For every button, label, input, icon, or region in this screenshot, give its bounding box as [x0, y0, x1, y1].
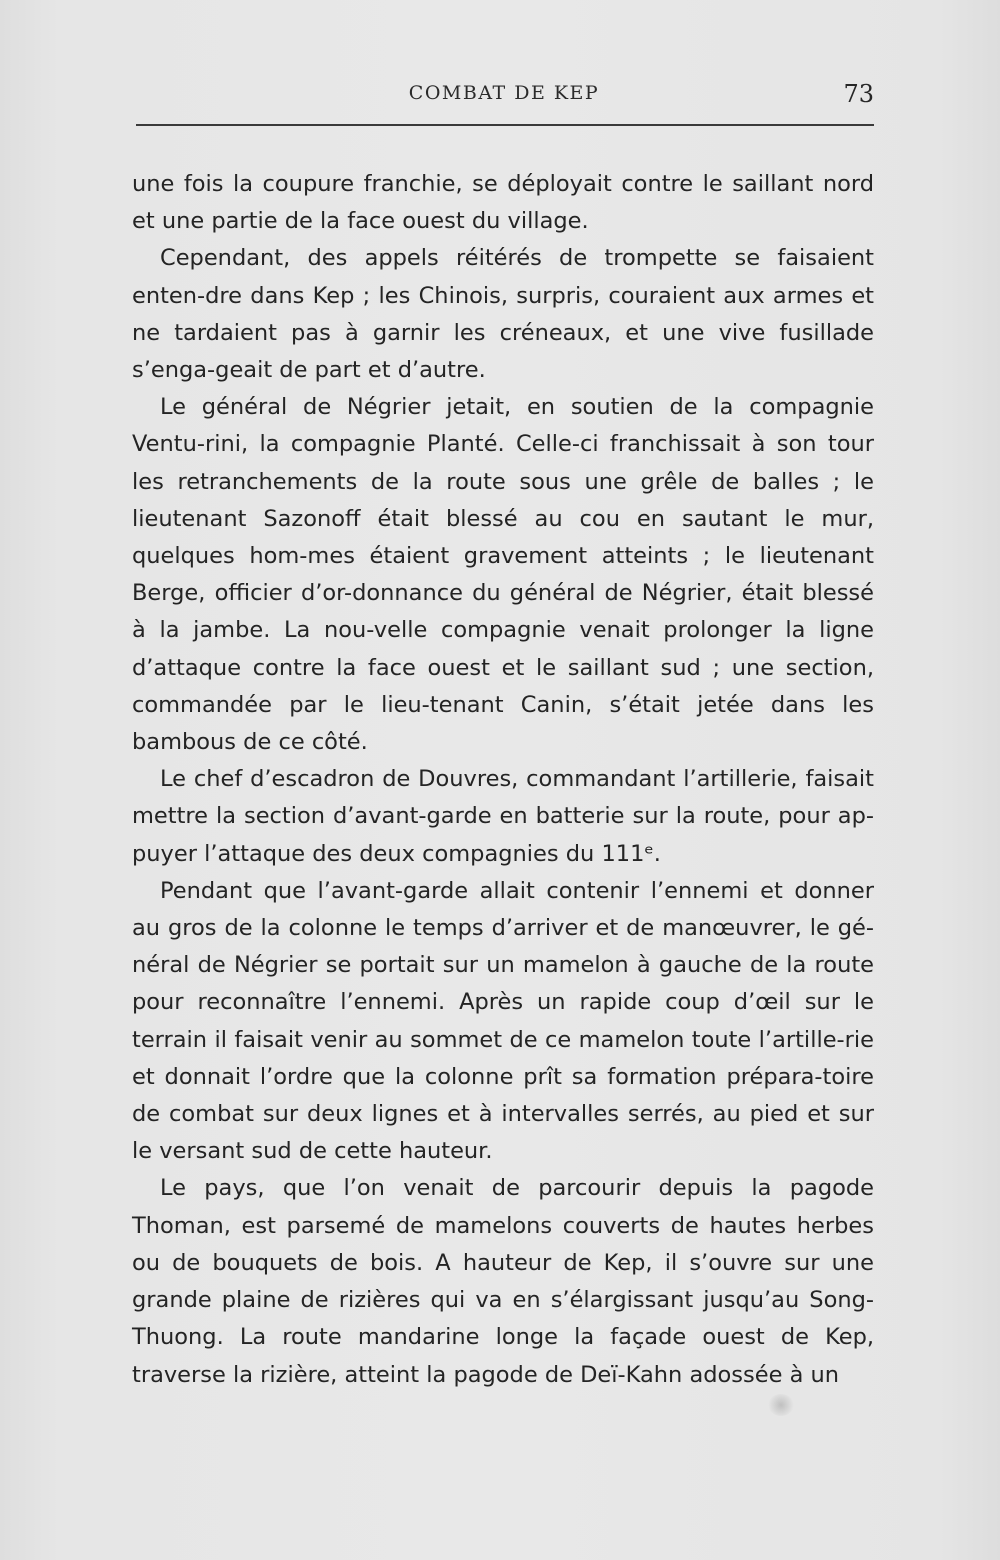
paragraph: une fois la coupure franchie, se déployait contre le saillant nord et une partie de la face ouest du village. [132, 171, 874, 235]
paragraph: Le chef d’escadron de Douvres, commandant l’artillerie, faisait mettre la section d’avant-garde en batterie sur la route, pour ap-puyer l’attaque des deux compagnies du 111ᵉ. [132, 766, 874, 867]
page-number: 73 [843, 80, 874, 108]
paper-stain [768, 1394, 794, 1416]
paragraph: Le général de Négrier jetait, en soutien de la compagnie Ventu-rini, la compagnie Planté. Celle-ci franchissait à son tour les retranchements de la route sous une grêle de balles ; le lieutenant Sazonoff était blessé au cou en sautant le mur, quelques hom-mes étaient gravement atteints ; le lieutenant Berge, officier d’or-donnance du général de Négrier, était blessé à la jambe. La nou-velle compagnie venait prolonger la ligne d’attaque contre la face ouest et le saillant sud ; une section, commandée par le lieu-tenant Canin, s’était jetée dans les bambous de ce côté. [132, 394, 874, 756]
running-title: COMBAT DE KEP [408, 82, 600, 104]
running-header [134, 80, 874, 114]
paragraph: Pendant que l’avant-garde allait contenir l’ennemi et donner au gros de la colonne le temps d’arriver et de manœuvrer, le gé-néral de Négrier se portait sur un mamelon à gauche de la route pour reconnaître l’ennemi. Après un rapide coup d’œil sur le terrain il faisait venir au sommet de ce mamelon toute l’artille-rie et donnait l’ordre que la colonne prît sa formation prépara-toire de combat sur deux lignes et à intervalles serrés, au pied et sur le versant sud de cette hauteur. [132, 877, 874, 1165]
paragraph: Cependant, des appels réitérés de trompette se faisaient enten-dre dans Kep ; les Chinois, surpris, couraient aux armes et ne tardaient pas à garnir les créneaux, et une vive fusillade s’enga-geait de part et d’autre. [132, 245, 874, 384]
paragraph: Le pays, que l’on venait de parcourir depuis la pagode Thoman, est parsemé de mamelons couverts de hautes herbes ou de bouquets de bois. A hauteur de Kep, il s’ouvre sur une grande plaine de rizières qui va en s’élargissant jusqu’au Song-Thuong. La route mandarine longe la façade ouest de Kep, traverse la rizière, atteint la pagode de Deï-Kahn adossée à un [132, 1175, 874, 1388]
header-rule [136, 124, 874, 126]
body-text [132, 166, 874, 1394]
